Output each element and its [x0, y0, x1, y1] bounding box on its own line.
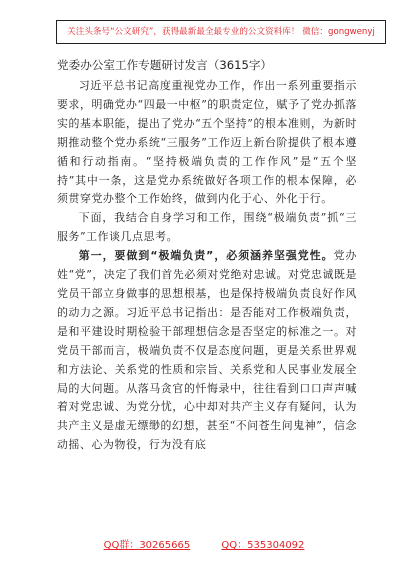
qq-group-link[interactable]: QQ群：30265665 [103, 540, 191, 551]
contact-footer [0, 536, 408, 551]
document-title: 党委办公室工作专题研讨发言（3615字） [57, 58, 273, 72]
document-body [57, 56, 357, 455]
qq-contact-link[interactable]: QQ：535304092 [221, 540, 305, 551]
promo-banner: 关注头条号“公文研究”，获得最新最全最专业的公文资料库！ 微信：gongwenyj [56, 20, 386, 44]
section-one-paragraph [57, 247, 357, 455]
paragraph-transition: 下面，我结合自身学习和工作，围绕“极端负责”抓“三服务”工作谈几点思考。 [57, 211, 357, 244]
paragraph-intro: 习近平总书记高度重视党办工作，作出一系列重要指示要求，明确党办“四最一中枢”的职责定位，赋予了党办抓落实的基本职能，提出了党办“五个坚持”的根本准则，为新时期推动整个党办系统“三服务”工作迈上新台阶提供了根本遵循和行动指南。“坚持极端负责的工作作风”是“五个坚持”其中一条，这是党办系统做好各项工作的根本保障，必须贯穿党办整个工作始终，做到内化于心、外化于行。 [57, 79, 357, 206]
section-one-body: 党办姓“党”，决定了我们首先必须对党绝对忠诚。对党忠诚既是党员干部立身做事的思想根基，也是保持极端负责良好作风的动力之源。习近平总书记指出：是否能对工作极端负责，是和平建设时期检验干部理想信念是否坚定的标准之一。对党员干部而言，极端负责不仅是态度问题，更是关系世界观和方法论、关系党的性质和宗旨、关系党和人民事业发展全局的大问题。从落马贪官的忏悔录中，往往看到口口声声喊着对党忠诚、为党分忧，心中却对共产主义存有疑问，认为共产主义是虚无缥缈的幻想，甚至“不问苍生问鬼神”，信念动摇、心为物役，行为没有底 [57, 249, 357, 452]
section-one-heading: 第一，要做到“极端负责”，必须涵养坚强党性。 [78, 249, 334, 263]
